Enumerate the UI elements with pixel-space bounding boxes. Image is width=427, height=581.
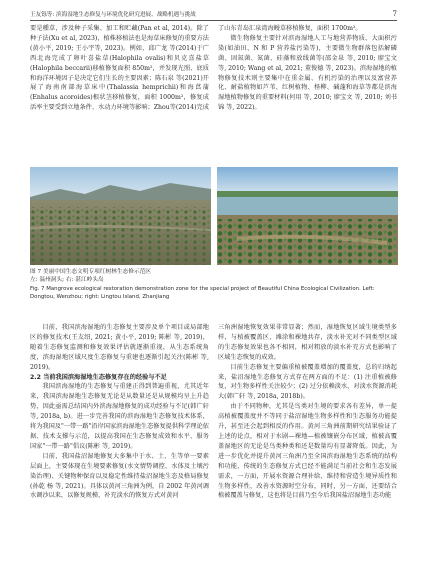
paragraph: 微生物修复主要针对滨海湿地人工与地营养物质、大面积污染(如油田、N 和 P 营养盐污染等)，主要微生物群落包括解磷菌、固氮菌、氮菌、硅藻和放线菌等(邵金泉 等, 2010; 廖宝文 等, 2010; Wang et al, 2021; 董俊德 等, 2023)。滨海湿地的植物修复技术则主要集中在重金属、有机污染的治理以及富营养化、耐盐植物如芦苇、红树植物、柽柳、碱蓬和海草等都是滨海湿地植物修复的重要材料(何用 等, 2010; 廖宝文 等, 2010; 刘书锦 等, 2022)。	[218, 34, 397, 112]
bottom-left-column	[30, 323, 209, 501]
running-head-text: 王友铄等: 滨海湿地生态修复与环境优化研究进展、战略机遇与挑战	[30, 12, 196, 18]
figure-caption-en: Fig. 7 Mangrove ecological restoration demonstration zone for the special project of Beautiful China Ecological Civilization. Left: Dongtou, Wenzhou; right: Lingtou Island, Zhanjiang	[30, 286, 375, 301]
photo-lingtou-island	[217, 167, 398, 265]
paragraph: 我国滨海湿地的生态修复与重建正得到普遍重视，尤其近年来，我国滨海湿地生态修复无论是从数量还是从规模均呈上升趋势，因此亟需总结国内外滨海湿地修复的成功经验与不足(韩广轩 等, 2018a, b)。进一步完善我国的滨海湿地生态修复技术体系，将为我国及"一带一路"沿岸国家滨海湿地生态修复提供科学理论依据、技术支撑与示范，以提高我国在生态修复成效和水平、服务国家"一带一路"倡议(陈彬 等, 2019)。	[30, 383, 209, 450]
top-right-column	[218, 24, 397, 113]
section-heading: 2.2 当前我国滨海湿地生态修复存在的经验与不足	[30, 373, 167, 381]
figure-caption-zh: 图 7 美丽中国生态文明专项红树林生态修示范区 左: 温州洞头; 右: 湛江岭头岛	[30, 269, 151, 284]
paragraph: 目前，我国滨海湿地的生态修复主要涉及单个项目或局部地区的修复技术(王友绍, 2021; 黄小平, 2019; 陈彬 等, 2019)，随着生态修复监测和修复效果评估就逐渐重视，从生态系统角度，滨海湿地区域尺度生态修复与重建也逐渐引起关注(陈彬 等, 2019)。	[30, 324, 209, 371]
top-left-column	[30, 24, 209, 113]
paragraph: 三角洲湿地恢复效果非常显著；然而，湿地恢复区域生境类型多样，与植被覆盖区、滩涂和裸地共存，淡水补充对不同类型区域的生态修复效果也各不相同，相对粗放的淡水补充方式也影响了区域生态恢复的成效。	[218, 324, 397, 361]
photo-dongtou	[30, 167, 211, 265]
figure-7	[30, 167, 398, 265]
page-number: 7	[392, 10, 397, 18]
paragraph: 目前生态修复主要偏重植被覆盖增加的覆盖度，总的归纳起来，盐沼湿地生态修复方式存在两方面的不足：(1) 注重植被修复，对生物多样性关注较少；(2) 过分依赖淡水，对淡水资源消耗大(韩广轩 等, 2018a, 2018b)。	[218, 363, 397, 401]
paragraph: 由于不同物种，尤其是鸟类对生境的要求各有差异，单一提高植被覆盖度并不等同于盐沼湿地生物多样性和生态服务功能提升，甚至还会起到相反的作用。黄河三角洲前期研究结果验证了上述的论点，相对于水剧—裸地—植被镶嵌分布区域，植被高覆盖湿地区的无论是鸟类种类和还是数量均有显著降低。因此，为进一步优化并提升黄河三角洲乃至全国滨海湿地生态系统的结构和功能，传统的生态修复方式已经不能满足当前社会和生态发展需求，一方面，开展水资源合理补给、维持和营造生境异质性和生物多样性，改善水资源时空分布，同时，另一方面，还要结合植被覆盖与修复，这也将是目前乃至今后我国盐沼湿地生态功能	[218, 403, 397, 500]
bottom-right-column	[218, 323, 397, 501]
paragraph: 目前，我国盐沼湿地修复大多集中于水、土、生等单一要素层面上，主要体现在生境要素修复(水文情势调控、水体及土壤污染治理)、关键物种保育以及稳定性维持盐沼湿地生态及格局修复(孙乾 杨 等, 2021)。具体以黄河三角洲为例，自 2002 年黄河调水调沙以来，以修复规模、补充淡水的恢复方式对黄河	[30, 452, 209, 500]
paragraph: 要是種草，涉及种子采集、加工和贮藏(Pan et al, 2014)。除了种子法(Xu et al, 2023)，植株移植法也是海草床修复的重要方法(黄小平, 2019; 王小宇等, 2023)。例如，邱广龙 等(2014)于广西北海完成了卵叶喜盐草(Halophila ovalis)和贝克喜盐草(Halophila beccarii)移植修复面积 850m²，并发现光照、底质和海洋环境因子是决定它们生长的主要因素；陈石泉 等(2021)开展了海南南部海草床中(Thalassia hemprichii)和海菖蒲(Enhalus acoroides)根状茎移植修复，面积 1000m²，修复成活率主要受到立地条件、水动力环境等影响；Zhou等(2014)完成	[30, 25, 209, 112]
running-header	[30, 8, 397, 21]
paragraph: 了山东青岛汇泉湾海鳗草移植修复，面积 1700m²。	[218, 25, 362, 32]
